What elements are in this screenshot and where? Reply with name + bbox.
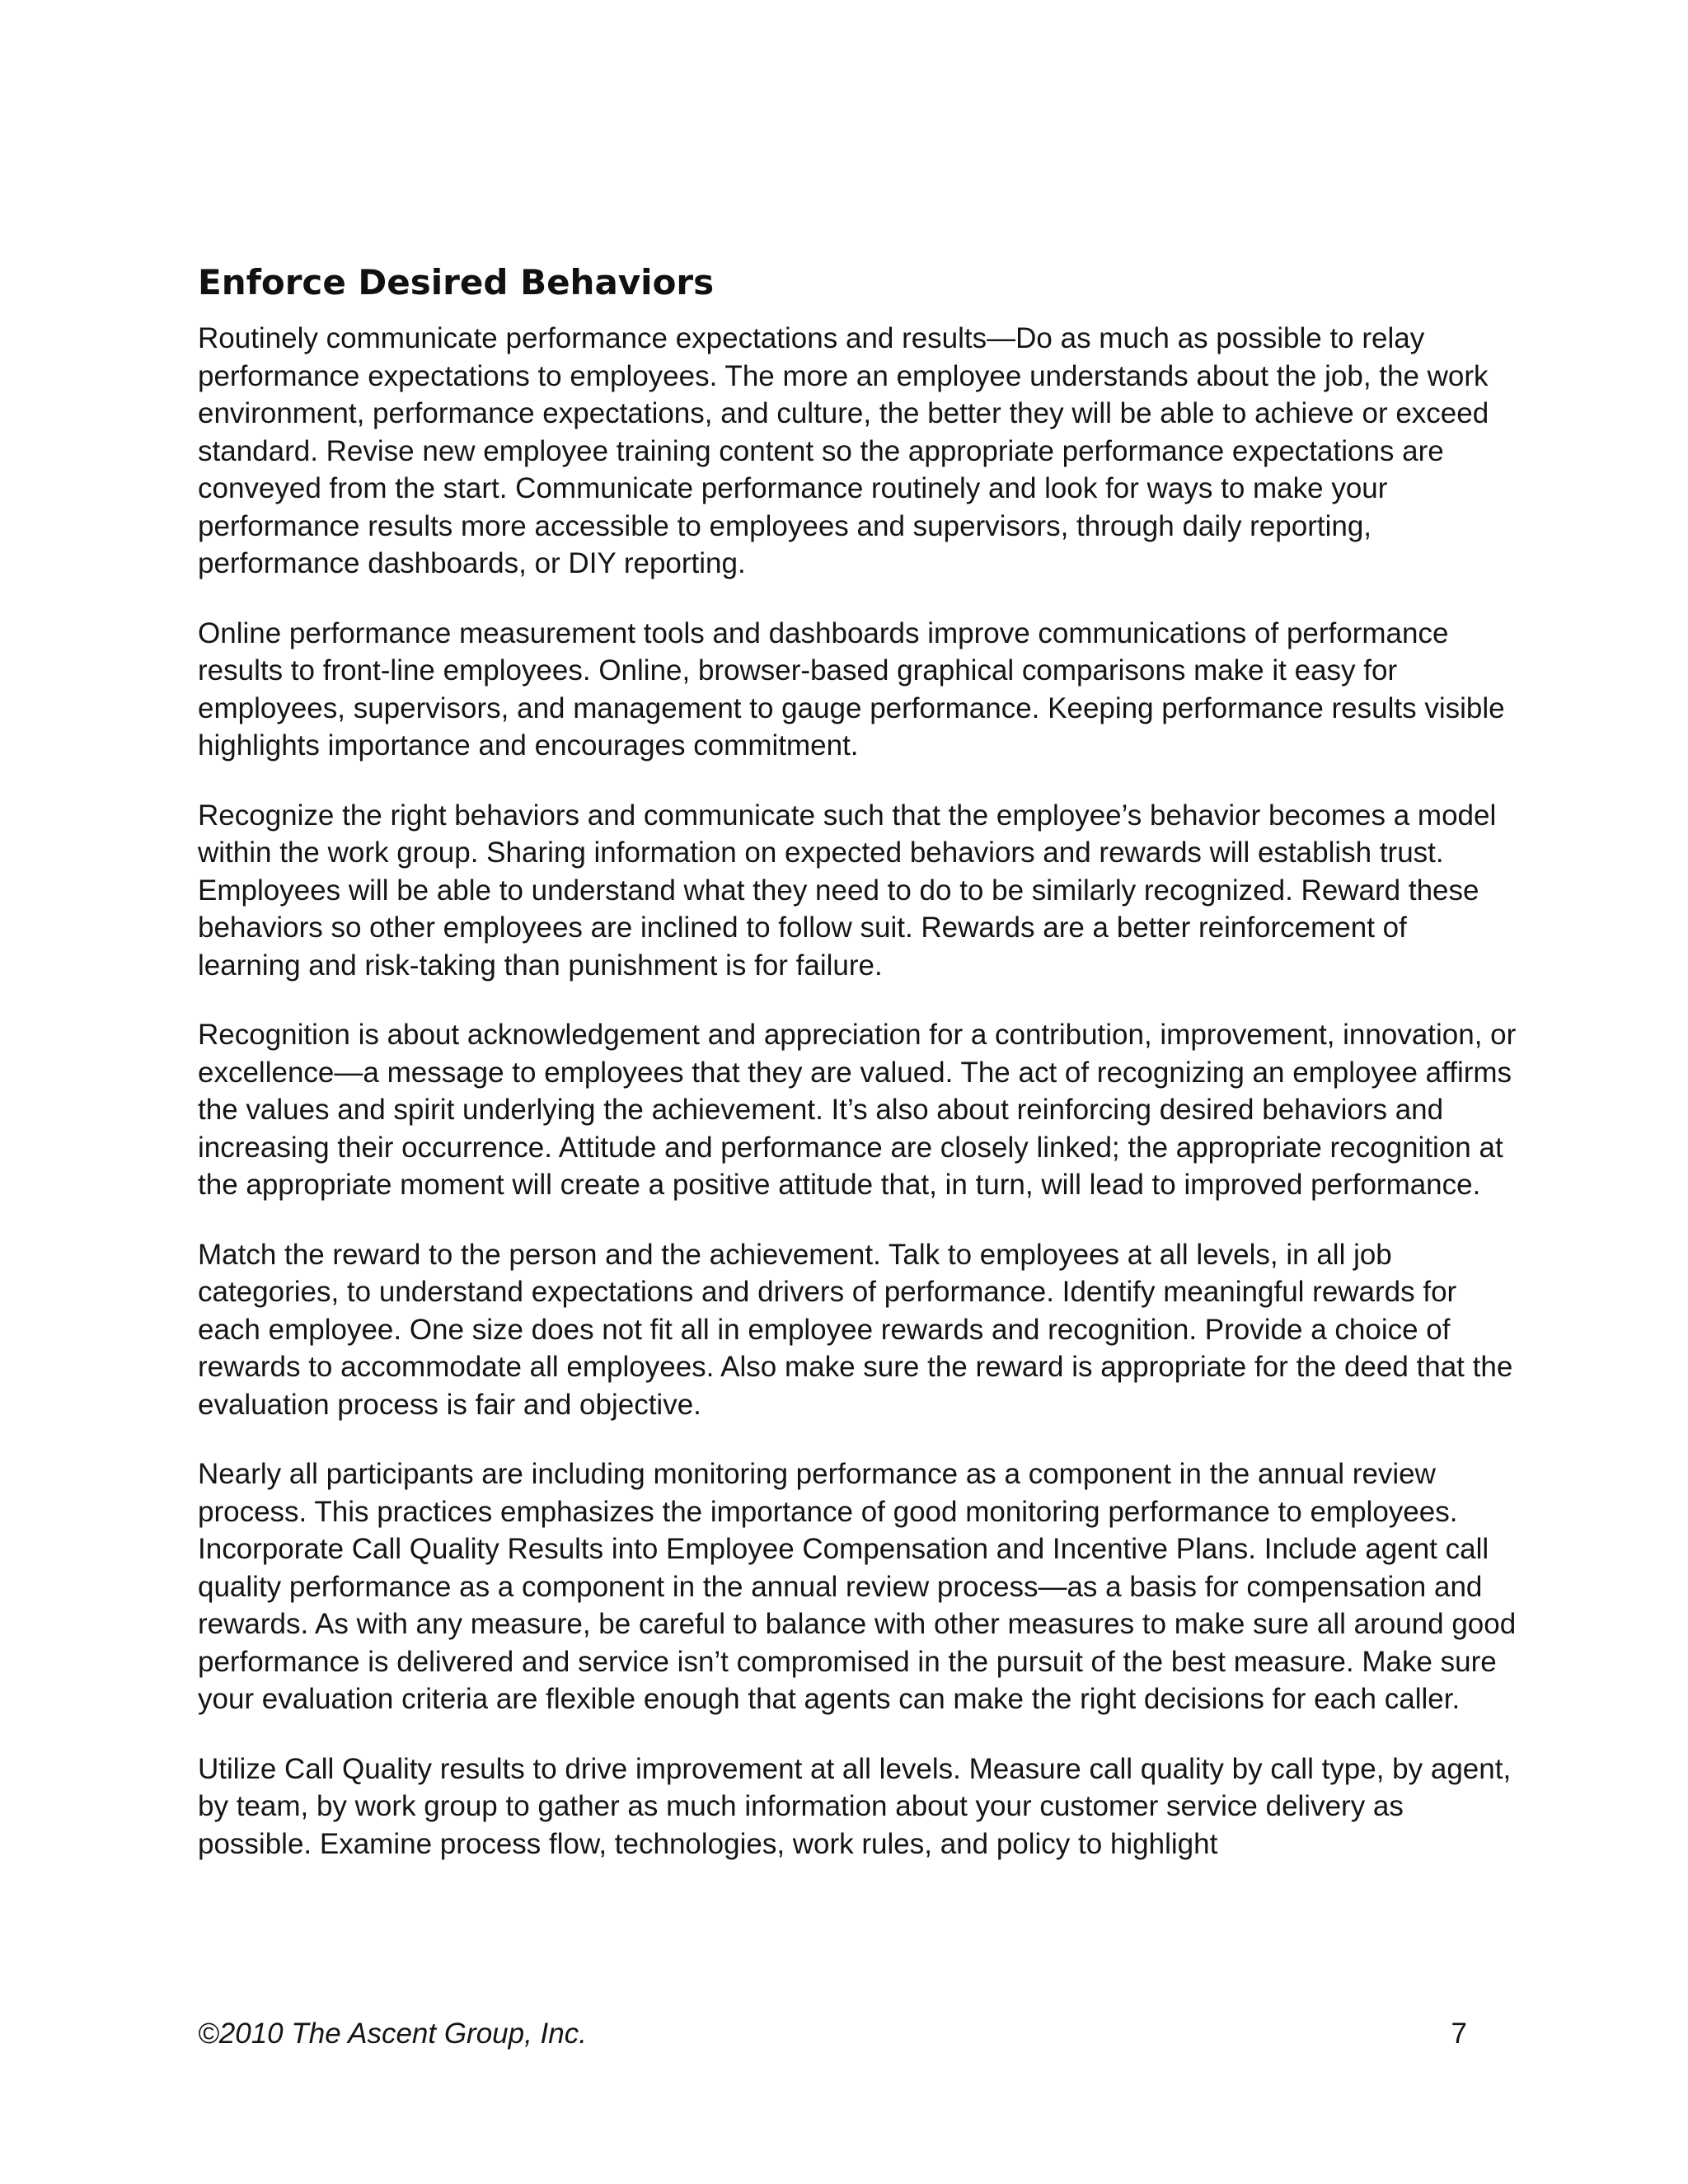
paragraph-annual-review: Nearly all participants are including monitoring performance as a component in the annual review process. This practices emphasizes the importance of good monitoring performance to employees. Incorporate Call Quality Results into Employee Compensation and Incentive Plans. Include agent call quality performance as a component in the annual review process—as a basis for compensation and rewards. As with any measure, be careful to balance with other measures to make sure all around good performance is delivered and service isn’t compromised in the pursuit of the best measure. Make sure your evaluation criteria are flexible enough that agents can make the right decisions for each caller. bbox=[198, 1458, 1517, 1715]
paragraph-recognition: Recognition is about acknowledgement and appreciation for a contribution, improvement, innovation, or excellence—a message to employees that they are valued. The act of recognizing an employee affirms the values and spirit underlying the achievement. It’s also about reinforcing desired behaviors and increasing their occurrence. Attitude and performance are closely linked; the appropriate recognition at the appropriate moment will create a positive attitude that, in turn, will lead to improved performance. bbox=[198, 1019, 1517, 1201]
footer-copyright: ©2010 The Ascent Group, Inc. bbox=[198, 2018, 587, 2050]
paragraph-recognize-behaviors: Recognize the right behaviors and communicate such that the employee’s behavior becomes a model within the work group. Sharing information on expected behaviors and rewards will establish trust. Employees will be able to understand what they need to do to be similarly recognized. Reward these behaviors so other employees are inclined to follow suit. Rewards are a better reinforcement of learning and risk-taking than punishment is for failure. bbox=[198, 799, 1497, 982]
page-content bbox=[198, 262, 1517, 1895]
page-number: 7 bbox=[1451, 2018, 1467, 2050]
paragraph-communicate-expectations: Routinely communicate performance expectations and results—Do as much as possible to relay performance expectations to employees. The more an employee understands about the job, the work environment, performance expectations, and culture, the better they will be able to achieve or exceed standard. Revise new employee training content so the appropriate performance expectations are conveyed from the start. Communicate performance routinely and look for ways to make your performance results more accessible to employees and supervisors, through daily reporting, performance dashboards, or DIY reporting. bbox=[198, 322, 1489, 579]
paragraph-call-quality: Utilize Call Quality results to drive improvement at all levels. Measure call quality by call type, by agent, by team, by work group to gather as much information about your customer service delivery as possible. Examine process flow, technologies, work rules, and policy to highlight bbox=[198, 1752, 1512, 1860]
paragraph-online-tools: Online performance measurement tools and dashboards improve communications of performance results to front-line employees. Online, browser-based graphical comparisons make it easy for employees, supervisors, and management to gauge performance. Keeping performance results visible highlights importance and encourages commitment. bbox=[198, 616, 1505, 762]
paragraph-match-reward: Match the reward to the person and the achievement. Talk to employees at all levels, in all job categories, to understand expectations and drivers of performance. Identify meaningful rewards for each employee. One size does not fit all in employee rewards and recognition. Provide a choice of rewards to accommodate all employees. Also make sure the reward is appropriate for the deed that the evaluation process is fair and objective. bbox=[198, 1238, 1513, 1421]
section-heading: Enforce Desired Behaviors bbox=[198, 262, 715, 302]
